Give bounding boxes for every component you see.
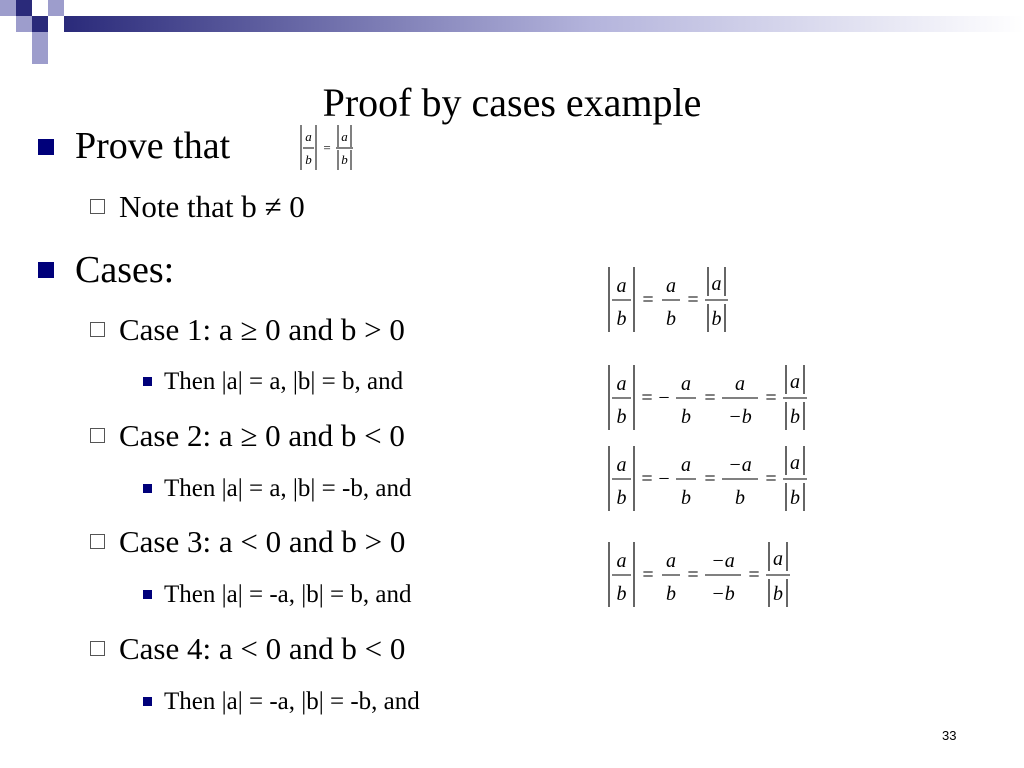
deco-square — [32, 48, 48, 64]
deco-square — [16, 16, 32, 32]
case-3-then: Then |a| = -a, |b| = b, and — [164, 581, 412, 608]
svg-text:b: b — [773, 583, 783, 605]
svg-text:b: b — [735, 487, 745, 509]
svg-text:b: b — [681, 406, 691, 428]
bullet-prove-that: Prove that — [75, 125, 231, 167]
svg-text:a: a — [681, 373, 691, 395]
svg-text:=: = — [642, 564, 654, 586]
svg-text:b: b — [666, 308, 676, 330]
svg-text:a: a — [711, 273, 722, 295]
svg-text:b: b — [305, 152, 312, 167]
svg-text:a: a — [666, 550, 676, 572]
svg-text:b: b — [790, 487, 800, 509]
deco-square — [32, 16, 48, 32]
svg-text:=: = — [765, 387, 777, 409]
svg-text:a: a — [616, 454, 627, 476]
deco-square — [48, 16, 64, 32]
svg-text:−: − — [658, 387, 670, 409]
svg-text:=: = — [323, 140, 331, 155]
sub-bullet-box — [90, 641, 105, 656]
deco-square — [32, 0, 48, 16]
case-4-then: Then |a| = -a, |b| = -b, and — [164, 688, 420, 715]
deco-gradient-bar — [64, 16, 1024, 32]
svg-text:=: = — [748, 564, 760, 586]
svg-text:−: − — [658, 468, 670, 490]
sub-bullet-box — [90, 534, 105, 549]
svg-text:=: = — [704, 468, 716, 490]
svg-text:b: b — [616, 308, 627, 330]
deco-square — [0, 16, 16, 32]
sub-sub-bullet — [143, 377, 152, 386]
svg-text:a: a — [773, 548, 783, 570]
svg-text:b: b — [666, 583, 676, 605]
svg-text:b: b — [341, 152, 348, 167]
svg-text:b: b — [616, 583, 627, 605]
svg-text:a: a — [735, 373, 745, 395]
sub-sub-bullet — [143, 590, 152, 599]
slide-number: 33 — [942, 728, 957, 743]
sub-bullet-box — [90, 428, 105, 443]
case-1-equation — [604, 262, 734, 337]
svg-text:a: a — [341, 129, 348, 144]
case-4: Case 4: a < 0 and b < 0 — [119, 631, 406, 666]
decorative-header-pattern — [0, 0, 1024, 64]
svg-text:=: = — [642, 289, 654, 311]
svg-text:a: a — [790, 452, 800, 474]
svg-text:=: = — [687, 289, 699, 311]
svg-text:a: a — [681, 454, 691, 476]
svg-text:b: b — [616, 487, 627, 509]
svg-text:a: a — [790, 371, 800, 393]
svg-text:a: a — [616, 373, 627, 395]
svg-text:−a: −a — [711, 550, 735, 572]
case-1: Case 1: a ≥ 0 and b > 0 — [119, 312, 405, 347]
svg-text:−b: −b — [728, 406, 752, 428]
svg-text:a: a — [616, 550, 627, 572]
svg-text:=: = — [765, 468, 777, 490]
svg-text:b: b — [790, 406, 800, 428]
deco-square — [16, 0, 32, 16]
svg-text:=: = — [641, 468, 653, 490]
bullet-cases: Cases: — [75, 249, 175, 291]
svg-text:a: a — [666, 275, 676, 297]
slide-title: Proof by cases example — [322, 80, 702, 125]
sub-sub-bullet — [143, 697, 152, 706]
svg-text:−b: −b — [711, 583, 735, 605]
bullet-square — [38, 139, 54, 155]
sub-bullet-box — [90, 322, 105, 337]
case-3-equation — [604, 441, 814, 516]
note-b-nonzero: Note that b ≠ 0 — [119, 189, 305, 224]
case-2-equation — [604, 360, 814, 435]
case-4-equation — [604, 537, 799, 612]
svg-text:b: b — [616, 406, 627, 428]
deco-square — [16, 32, 32, 48]
deco-square — [32, 32, 48, 48]
sub-sub-bullet — [143, 484, 152, 493]
deco-square — [48, 0, 64, 16]
deco-square — [0, 0, 16, 16]
case-2-then: Then |a| = a, |b| = -b, and — [164, 475, 412, 502]
equation-to-prove — [296, 122, 360, 174]
case-2: Case 2: a ≥ 0 and b < 0 — [119, 418, 405, 453]
bullet-square — [38, 262, 54, 278]
svg-text:=: = — [704, 387, 716, 409]
svg-text:b: b — [711, 308, 722, 330]
case-3: Case 3: a < 0 and b > 0 — [119, 524, 406, 559]
svg-text:=: = — [641, 387, 653, 409]
case-1-then: Then |a| = a, |b| = b, and — [164, 368, 404, 395]
sub-bullet-box — [90, 199, 105, 214]
svg-text:−a: −a — [728, 454, 752, 476]
svg-text:=: = — [687, 564, 699, 586]
svg-text:b: b — [681, 487, 691, 509]
svg-text:a: a — [616, 275, 627, 297]
svg-text:a: a — [305, 129, 312, 144]
